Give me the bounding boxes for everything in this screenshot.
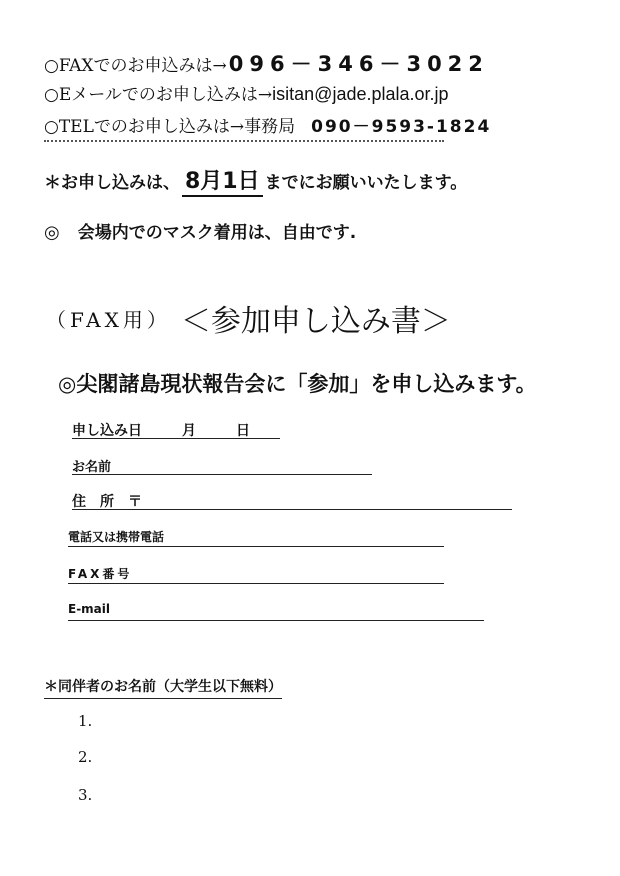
- companion-number-3: 3.: [78, 786, 93, 804]
- phone-label: 電話又は携帯電話: [68, 530, 165, 544]
- form-title: [46, 296, 451, 340]
- email-field[interactable]: [68, 602, 484, 621]
- phone-field[interactable]: [68, 528, 444, 547]
- email-contact-line: [44, 80, 449, 105]
- fax-number-label: FAX番号: [68, 567, 133, 581]
- postal-mark: 〒: [128, 494, 142, 510]
- application-date-label: 申し込み日: [72, 423, 142, 439]
- email-contact-label: ○Eメールでのお申し込みは→: [44, 85, 273, 105]
- form-title-text: ＜参加申し込み書＞: [180, 304, 451, 339]
- fax-number-field[interactable]: [68, 565, 444, 584]
- address-label: 住 所: [72, 494, 114, 510]
- fax-contact-label: ○FAXでのお申込みは→: [44, 56, 227, 76]
- email-address: isitan@jade.plala.or.jp: [272, 84, 449, 104]
- application-date-field[interactable]: [72, 420, 280, 439]
- address-field[interactable]: [72, 491, 512, 510]
- tel-number: 090－9593-1824: [311, 117, 492, 137]
- name-field[interactable]: [72, 456, 372, 475]
- mask-notice-text: 会場内でのマスク着用は、自由です.: [77, 223, 357, 243]
- day-label: 日: [236, 423, 250, 439]
- form-title-prefix: （FAX用）: [46, 308, 171, 332]
- dotted-divider: [44, 140, 444, 144]
- email-label: E-mail: [68, 602, 111, 616]
- fax-contact-line: [44, 48, 489, 78]
- companion-number-2: 2.: [78, 748, 93, 766]
- apply-heading: ◎尖閣諸島現状報告会に「参加」を申し込みます。: [58, 372, 537, 396]
- deadline-after-text: までにお願いいたします。: [264, 173, 468, 193]
- name-label: お名前: [72, 460, 112, 475]
- deadline-date: 8月1日: [182, 169, 263, 197]
- tel-contact-line: [44, 112, 491, 137]
- companion-number-1: 1.: [78, 712, 93, 730]
- fax-number: 096－346－3022: [228, 52, 489, 76]
- deadline-before-text: ＊お申し込みは、: [44, 173, 180, 193]
- month-label: 月: [182, 423, 196, 439]
- companion-heading: ＊同伴者のお名前（大学生以下無料）: [44, 676, 282, 699]
- tel-contact-label: ○TELでのお申し込みは→事務局: [44, 117, 296, 137]
- mask-notice: [44, 218, 356, 243]
- deadline-notice: [44, 168, 467, 197]
- double-circle-mark: ◎: [44, 222, 60, 243]
